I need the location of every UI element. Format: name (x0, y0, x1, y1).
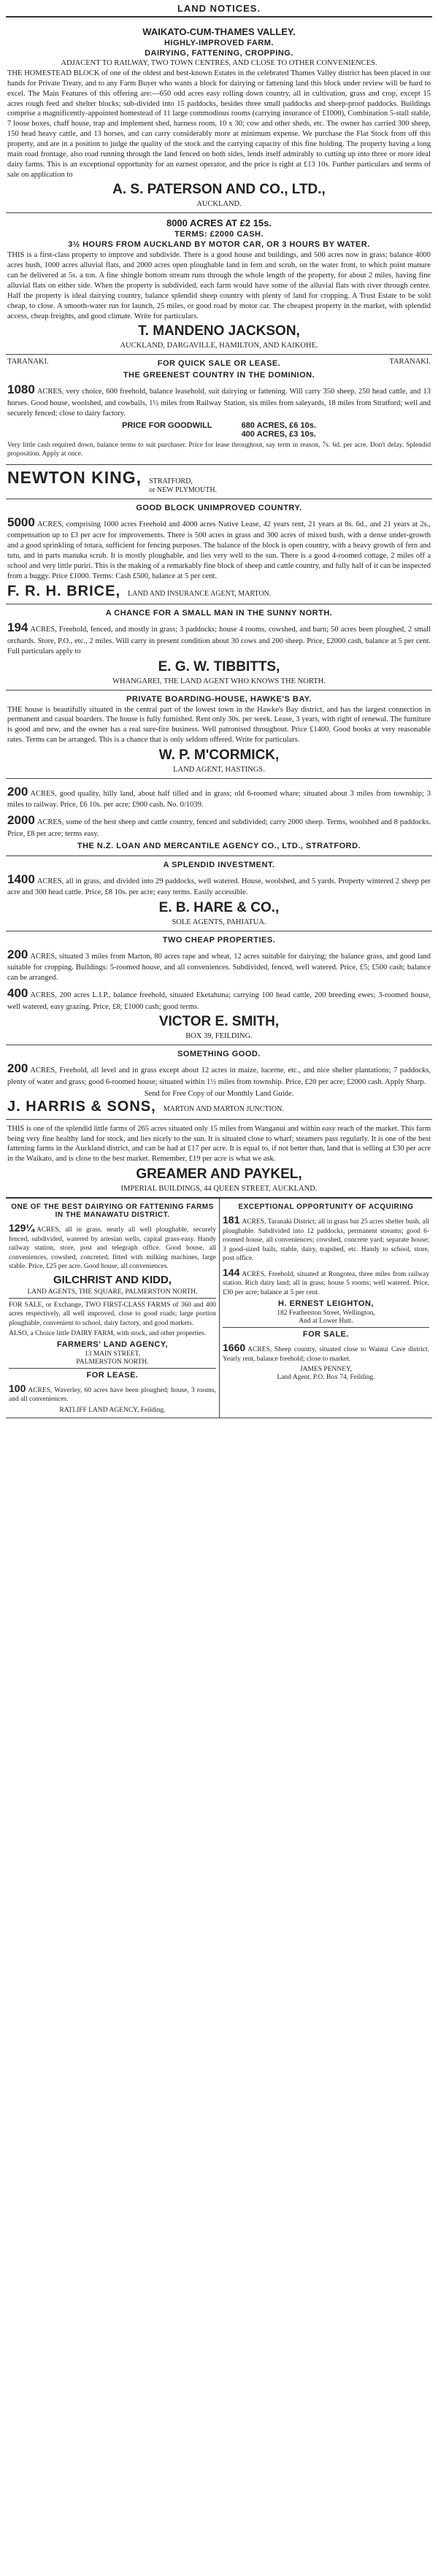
ad-agent-name: T. MANDENO JACKSON, (138, 323, 300, 339)
ad-brice (6, 499, 432, 605)
ad-heading: FOR QUICK SALE OR LEASE. (157, 359, 281, 369)
ad-body (7, 620, 431, 656)
ad-heading: PRIVATE BOARDING-HOUSE, HAWKE'S BAY. (126, 694, 312, 704)
price-line-1: 680 ACRES, £6 10s. (241, 420, 316, 430)
ad-body-text: ACRES, very choice, 600 freehold, balance leasehold, suit dairying or fattening. Will carry 350 sheep, 250 head cattle, and 13 horses. Good house, woolshed, and cowbails, 1½ miles from Railway Station, six miles from saleyards, 18 miles from Stratford; well and securely fenced; close to dairy factory. (7, 388, 431, 418)
divider (9, 1298, 216, 1299)
acreage-number: 129¼ (9, 1222, 35, 1234)
location-line-1: STRATFORD, (149, 477, 193, 485)
ad-body-text: ACRES, Taranaki District; all in grass but 25 acres shelter bush, all ploughable. Subdivided into 12 paddocks, permanent streams; good 6-roomed house, all conveniences; cowshed, concrete yard; separate house; 3 good-sized bails, stable, dairy, trapshed, etc. Handy to school, store, post office. (223, 1218, 429, 1263)
ad-region-title: WAIKATO-CUM-THAMES VALLEY. (142, 26, 296, 37)
ad-agent-2-location: PALMERSTON NORTH. (76, 1358, 149, 1366)
divider (223, 1327, 429, 1328)
ad-agent-location: And at Lower Hutt. (299, 1318, 353, 1326)
acreage-number: 1080 (7, 382, 35, 397)
ad-taranaki-lease (6, 355, 432, 464)
ad-note: Send for Free Copy of our Monthly Land Guide. (144, 1089, 294, 1098)
ad-body-text: ACRES, some of the best sheep and cattle country, fenced and subdivided; carry 2000 sheep. Terms, woolshed and 8 paddocks. Price, £8 per acre; terms easy. (7, 818, 431, 838)
ad-victor-smith (6, 931, 432, 1045)
ad-agent-name: J. HARRIS & SONS, (7, 1098, 156, 1115)
ad-greamer-paykel (6, 1120, 432, 1199)
ad-body-text: ACRES, Freehold, fenced, and mostly in grass; 3 paddocks; house 4 rooms, cowshed, and barn; 50 acres been ploughed, 2 small orchards. Store, P.O., etc., 2 miles. Will carry in present condition about 30 cows and 200 sheep. Price, £2000 cash, balance at 5 per cent. Full particulars apply to (7, 626, 431, 655)
ad-agent-name: H. ERNEST LEIGHTON, (278, 1299, 374, 1309)
acreage-number: 100 (9, 1382, 26, 1394)
price-label: PRICE FOR GOODWILL (122, 420, 212, 430)
acreage-number: 5000 (7, 515, 35, 529)
ad-note: Very little cash required down, balance terms to suit purchaser. Price for lease throughout, say term in reason, 7s. 6d. per acre. Don't delay. Splendid proposition. Apply at once. (7, 441, 431, 458)
ad-agent-location: LAND AND INSURANCE AGENT, MARTON. (128, 590, 272, 599)
ad-body: THIS is one of the splendid little farms of 265 acres situated only 15 miles from Wanganui and within easy reach of the market. This farm being very fine healthy land for stock, and lies nicely to the sun. It is situated close to wharf; steamers pass regularly. It is one of the best fattening farms in the Auckland district, and can be had at £17 per acre. It is equal to, if not better than, land that is selling at £30 per acre in the Waikato, and is close to the best market. Remember, £19 per acre is what we ask. (7, 1124, 431, 1164)
agent-row (7, 468, 431, 495)
land-notices-page (6, 0, 432, 1418)
ad-agent-location (149, 477, 217, 495)
ad-agent-location: AUCKLAND, DARGAVILLE, HAMILTON, AND KAIKOHE. (120, 342, 318, 350)
ad-heading: A SPLENDID INVESTMENT. (163, 860, 275, 869)
ad-body (7, 1061, 431, 1087)
ad-adjacent-note: ADJACENT TO RAILWAY, TWO TOWN CENTRES, AND CLOSE TO OTHER CONVENIENCES. (61, 59, 377, 67)
ad-subtitle: DAIRYING, FATTENING, CROPPING. (145, 49, 293, 58)
ad-agent-location: MARTON AND MARTON JUNCTION. (163, 1104, 284, 1113)
acreage-number: 2000 (7, 813, 35, 828)
ad-agent-name: GREAMER AND PAYKEL, (136, 1166, 302, 1183)
ad-body (7, 382, 431, 418)
ad-agent-name: GILCHRIST AND KIDD, (53, 1273, 172, 1286)
ad-body: THIS is a first-class property to improve and subdivide. There is a good house and buildings, and 500 acres now in grass; balance 4000 acres bush, 1000 acres alluvial flats, and 2000 acres open ploughable land in fern and scrub, on the water front, to which point manure can be delivered at 5s. a ton. A fine shingle bottom stream runs through the whole length of the property, for about 2 miles, having fine alluvial flats on either side. When the property is subdivided, each farm would have some of the alluvial flats with river through centre. Half the property is ideal dairying country, balance splendid sheep country with plenty of land for cropping. A Trust Estate to be sold cheap, to close. A smooth-water run for launch, 25 miles, or good road by motor car. The cheapest property in the market, with splendid access, cheap freights, and good climate. Write for particulars. (7, 251, 431, 320)
acreage-number: 200 (7, 947, 28, 961)
ad-body-text: ACRES, comprising 1000 acres Freehold and 4000 acres Native Lease, 42 years rent, 21 years at 8s. 6d., and 21 years at 2s., compensation up to £3 per acre for improvements. There is 500 acres in grass and 300 acres of mixed bush, with a dense under-growth and a good sprinkling of totara, sufficient for fencing purposes. The balance of the block is open country, with a heavy growth of fern and tutu, and in parts manuka scrub. It is mostly ploughable, and lies very well to the sun. There is a good 4-roomed cottage, 2 miles off a school and very little puriri. This is the making of a remarkably fine block of sheep and cattle country, and fully half of it can be inspected from a buggy. Price £1000. Terms: Cash £500, balance at 5 per cent. (7, 520, 431, 580)
ad-agent-name: RATLIFF LAND AGENCY, Feilding. (59, 1406, 166, 1414)
price-table (7, 421, 431, 439)
ad-agent-location: AUCKLAND. (196, 200, 242, 209)
ad-harris (6, 1045, 432, 1119)
acreage-number: 144 (223, 1266, 240, 1278)
agent-row (7, 583, 431, 600)
ad-body-text: ACRES, 200 acres L.I.P., balance freehold, situated Eketahuna; carrying 100 head cattle, 200 breeding ewes; 3-roomed house, well watered, easy grazing. Price, £8; £1000 cash; good terms. (7, 991, 431, 1011)
ad-also: ALSO, a Choice little DAIRY FARM, with stock, and other properties. (9, 1330, 207, 1338)
ad-newton-king (6, 465, 432, 499)
acreage-number: 200 (7, 1061, 28, 1076)
ad-body: THE house is beautifully situated in the central part of the lowest town in the Hawke's Bay district, and has the largest connection in permanent and casual boarders. The house is fully furnished. Rent only 30s. per week. Lease, 3 years, with right of renewal. The furniture is good and new, and the owner has a real sure-fire business. Well patronised throughout. Price £1400, Good books at very reasonable rates. Terms can be arranged. This is a chance that is only seldom offered. Write for particulars. (7, 705, 431, 745)
ad-body: THE HOMESTEAD BLOCK of one of the oldest and best-known Estates in the celebrated Thames Valley district has been placed in our hands for Private Treaty, and to any Farm Buyer who wants a block for dairying or fattening land this block under review will be hard to excel. The Main Features of this offering are:—650 odd acres easy rolling down country, all in cultivation, grass and crop, except 15 acres rough feed and shelter blocks; sub-divided into 15 paddocks, besides three small paddocks and sheep-proof paddocks. Buildings comprise a magnificently-appointed homestead of 11 large commodious rooms (carrying insurance of £1000), Combination 5-stall stable, 7 loose boxes, chaff house, trap and implement shed, harness room, 10 x 30; cow and other sheds, etc. The owner has carried 300 sheep, 150 head heavy cattle, and 13 horses, and can carry considerably more at minimum expense. We purchase the Flat Stock from off this property, and are in a position to judge the quality of the stock and the carrying capacity of this fine holding. The property having a long main road frontage, also road running through the land fenced on both sides, lends itself admirably to cutting up into three or more ideal dairy farms. This is an exceptional opportunity for an earnest operator, and the price is right at £13 10s. Further particulars and terms of sale on application to (7, 69, 431, 179)
ad-body (7, 872, 431, 898)
acreage-number: 400 (7, 986, 28, 1001)
ad-body (9, 1221, 216, 1272)
acreage-number: 194 (7, 620, 28, 635)
left-column (6, 1199, 219, 1418)
ad-heading: TWO CHEAP PROPERTIES. (162, 935, 276, 945)
ad-agent-2-address: 13 MAIN STREET, (84, 1350, 141, 1358)
ad-body-text: ACRES, good quality, hilly land, about half tilled and in grass; old 6-roomed whare; situated about 3 miles from township; 3 miles to railway. Price, £6 10s. per acre; £900 cash. No. 0/1039. (7, 790, 431, 810)
ad-agent-name: JAMES PENNEY, (299, 1366, 353, 1374)
divider (9, 1368, 216, 1369)
ad-body-text: ACRES, Freehold, situated at Rongotea, three miles from railway station. Rich dairy land; all in grass; house 5 rooms; well watered. Price, £30 per acre; balance at 5 per cent. (223, 1270, 429, 1296)
ad-agent-name: W. P. M'CORMICK, (158, 747, 280, 764)
ad-paterson (6, 22, 432, 213)
ad-heading: FOR LEASE. (86, 1370, 139, 1380)
ad-body (223, 1213, 429, 1264)
ad-agent-name: E. G. W. TIBBITTS, (158, 658, 280, 674)
ad-subheading: THE GREENEST COUNTRY IN THE DOMINION. (123, 371, 315, 380)
ad-body-text: ACRES, Waverley, 60 acres have been ploughed; house, 3 rooms, and all conveniences. (9, 1386, 216, 1404)
ad-property-1 (7, 784, 431, 810)
ad-title: HIGHLY-IMPROVED FARM. (164, 39, 274, 47)
ad-body-text: ACRES, Sheep country, situated close to Wainui Cave district. Yearly rent, balance freehold; close to market. (223, 1346, 429, 1363)
ad-agent-name: A. S. PATERSON AND CO., LTD., (112, 182, 326, 198)
ad-heading: ONE OF THE BEST DAIRYING OR FATTENING FARMS IN THE MANAWATU DISTRICT. (11, 1203, 214, 1220)
ad-agent-address: 182 Featherston Street, Wellington, (277, 1310, 375, 1318)
ad-agent-location: Land Agent, P.O. Box 74, Feilding. (277, 1374, 375, 1382)
right-column (219, 1199, 432, 1418)
ad-jackson (6, 213, 432, 355)
ad-agent-location: BOX 39, FEILDING. (185, 1032, 253, 1041)
ad-distance: 3½ HOURS FROM AUCKLAND BY MOTOR CAR, OR 3 HOURS BY WATER. (68, 240, 370, 250)
agent-row (7, 1099, 431, 1115)
price-line-2: 400 ACRES, £3 10s. (241, 429, 316, 439)
ad-heading: EXCEPTIONAL OPPORTUNITY OF ACQUIRING (238, 1203, 414, 1212)
ad-body (223, 1341, 429, 1364)
ad-heading: A CHANCE FOR A SMALL MAN IN THE SUNNY NORTH. (105, 609, 333, 618)
ad-heading: GOOD BLOCK UNIMPROVED COUNTRY. (136, 503, 302, 512)
ad-agent-location: LAND AGENTS, THE SQUARE, PALMERSTON NORTH. (27, 1288, 198, 1296)
price-values (242, 421, 316, 439)
ad-terms: TERMS: £2000 CASH. (174, 230, 264, 239)
ad-hare (6, 856, 432, 931)
ad-title: 8000 ACRES AT £2 15s. (166, 218, 272, 229)
ad-agent-location: IMPERIAL BUILDINGS, 44 QUEEN STREET, AUCKLAND. (120, 1185, 318, 1193)
region-left: TARANAKI. (7, 358, 49, 366)
ad-property-2 (7, 985, 431, 1012)
ad-agent-name: THE N.Z. LOAN AND MERCANTILE AGENCY CO., LTD., STRATFORD. (77, 841, 361, 850)
ad-agent-name: NEWTON KING, (7, 467, 142, 487)
ad-agent-name: E. B. HARE & CO., (158, 899, 280, 915)
two-column-ads (6, 1199, 432, 1418)
ad-body (9, 1382, 216, 1404)
acreage-number: 200 (7, 785, 28, 799)
ad-mccormick (6, 691, 432, 779)
ad-agent-2-name: FARMERS' LAND AGENCY, (56, 1339, 169, 1349)
ad-nz-loan (6, 779, 432, 856)
ad-heading: SOMETHING GOOD. (177, 1050, 261, 1059)
ad-body-text: ACRES, situated 3 miles from Marton, 80 acres rape and wheat, 12 acres suitable for dairying; the balance grass, and good land suitable for cropping. Buildings: 5-roomed house, and all conveniences. Subdivided, fenced, well watered. Price, £5; £500 cash; balance can be arranged. (7, 952, 431, 983)
ad-property-2 (7, 812, 431, 839)
ad-agent-name: VICTOR E. SMITH, (158, 1014, 280, 1030)
acreage-number: 181 (223, 1214, 240, 1226)
ad-body (7, 515, 431, 582)
section-header: LAND NOTICES. (6, 3, 432, 18)
acreage-number: 1660 (223, 1342, 246, 1354)
ad-body-text: ACRES, Freehold, all level and in grass except about 12 acres in maize, lucerne, etc., and nice shelter plantations; 7 paddocks, plenty of water and grass; good 6-roomed house; situated within 1½ miles from township. Price, £20 per acre; £2000 cash. Apply Sharp. (7, 1066, 431, 1086)
ad-for-sale: FOR SALE, or Exchange, TWO FIRST-CLASS FARMS of 360 and 400 acres respectively, all well improved, close to good roads; large portion ploughable, convenient to school, dairy factory, and good markets. (9, 1301, 216, 1327)
acreage-number: 1400 (7, 872, 35, 886)
ad-body-text: ACRES, all in grass, nearly all well ploughable, securely fenced, subdivided, watered by artesian wells, capital grass-easy. Handy railway station, store, post and telegraph office. Good house, all conveniences, cowshed, concreted, fitted with milking machines, large stable. Price, £25 per acre. Good house, all conveniences. (9, 1226, 216, 1271)
ad-agent-location: SOLE AGENTS, PAHIATUA. (172, 918, 266, 926)
ad-property-1 (7, 947, 431, 983)
ad-body-text: ACRES, all in grass, and divided into 29 paddocks, well watered. House, woolshed, and 5 yards. Property wintered 2 sheep per acre and 300 head cattle. Price, £8 10s. per acre; easy terms. Easily accessible. (7, 877, 431, 897)
location-line-2: or NEW PLYMOUTH. (149, 485, 218, 494)
ad-heading: FOR SALE. (302, 1330, 350, 1339)
ad-body-2 (223, 1266, 429, 1298)
ad-agent-location: WHANGAREI, THE LAND AGENT WHO KNOWS THE NORTH. (112, 677, 326, 685)
region-right: TARANAKI. (389, 358, 431, 366)
ad-tibbitts (6, 604, 432, 690)
ad-agent-name: F. R. H. BRICE, (7, 583, 121, 600)
ad-agent-location: LAND AGENT, HASTINGS. (173, 766, 265, 774)
ad-region-row (7, 358, 431, 369)
